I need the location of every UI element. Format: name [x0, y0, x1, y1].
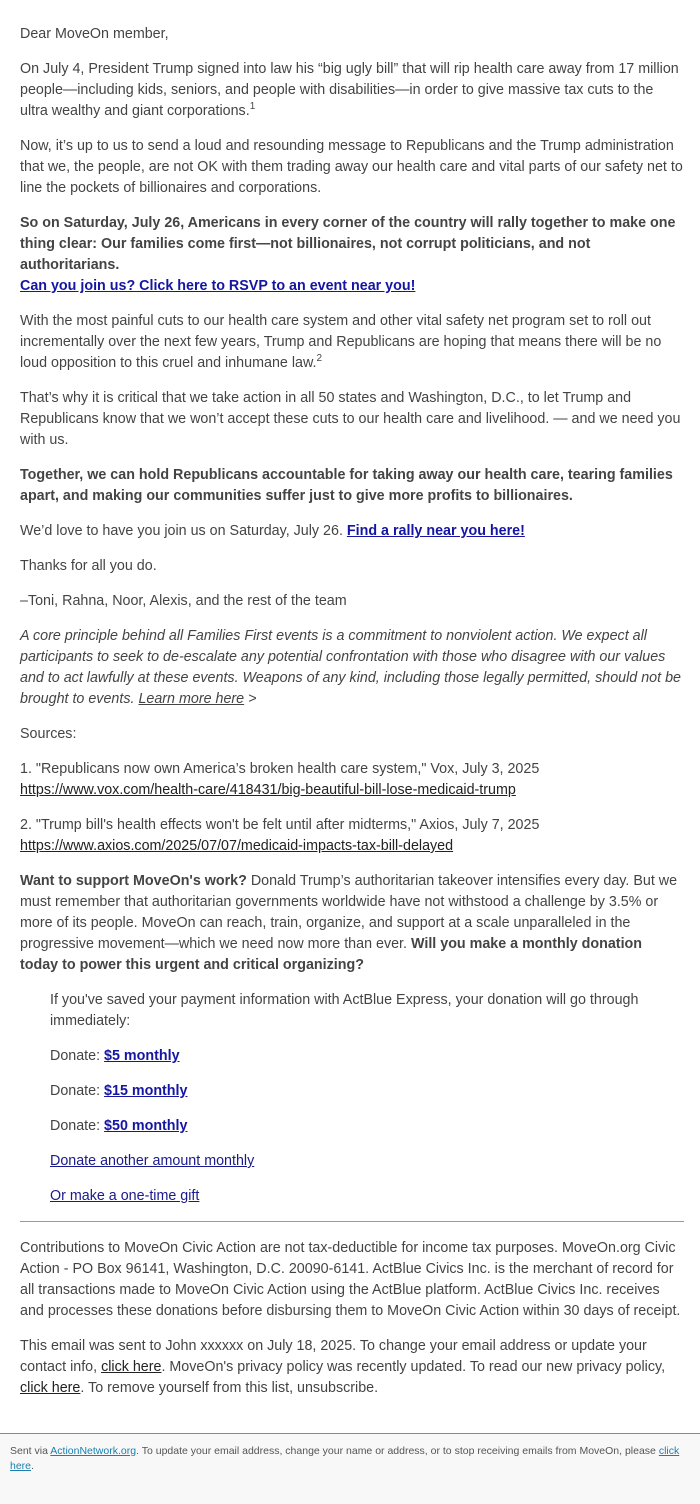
footnote-ref-2: 2: [316, 353, 323, 365]
rally-announcement: So on Saturday, July 26, Americans in every corner of the country will rally together to make one thing clear: Our families come first—not billionaires, not corrupt politicians, and not authoritarians.: [20, 215, 676, 273]
donate-option: Donate: $50 monthly: [50, 1118, 188, 1134]
source-link-axios[interactable]: https://www.axios.com/2025/07/07/medicaid-impacts-tax-bill-delayed: [20, 838, 454, 854]
one-time-gift-link[interactable]: Or make a one-time gift: [50, 1188, 200, 1204]
legal-disclaimer: Contributions to MoveOn Civic Action are not tax-deductible for income tax purposes. MoveOn.org Civic Action - PO Box 96141, Washington, D.C. 20090-6141. ActBlue Civics Inc. is the merchant of record for all transactions made to MoveOn Civic Action using the ActBlue platform. ActBlue Civics Inc. receives and processes these donations before disbursing them to MoveOn Civic Action within 30 days of receipt.: [20, 1240, 681, 1319]
footer-unsubscribe-link[interactable]: click here: [10, 1445, 680, 1472]
footnote-ref-1: 1: [249, 101, 256, 113]
divider: [20, 1221, 684, 1222]
paragraph-join: We’d love to have you join us on Saturday, July 26. Find a rally near you here!: [20, 523, 525, 539]
nonviolence-principle: A core principle behind all Families First events is a commitment to nonviolent action. We expect all participants to seek to de-escalate any potential confrontation with those who disagree with our values and to act lawfully at these events. Weapons of any kind, including those legally permitted, should not be brought to events. Learn more here >: [20, 628, 681, 707]
donate-option: Donate: $5 monthly: [50, 1048, 180, 1064]
footer-text: Sent via ActionNetwork.org. To update your email address, change your name or address, or to stop receiving emails from MoveOn, please click here.: [10, 1445, 680, 1472]
action-network-link[interactable]: ActionNetwork.org: [50, 1445, 137, 1457]
learn-more-link[interactable]: Learn more here: [138, 691, 245, 707]
paragraph-accountable: Together, we can hold Republicans accountable for taking away our health care, tearing families apart, and making our communities suffer just to give more profits to billionaires.: [20, 467, 673, 504]
paragraph-message: Now, it’s up to us to send a loud and resounding message to Republicans and the Trump administration that we, the people, are not OK with them trading away our health care and vital parts of our safety net to line the pockets of billionaires and corporations.: [20, 138, 683, 196]
donate-5-link[interactable]: $5 monthly: [104, 1048, 180, 1064]
email-body: [20, 24, 684, 1413]
donate-other: [50, 1151, 684, 1172]
rsvp-link[interactable]: Can you join us? Click here to RSVP to an event near you!: [20, 278, 416, 294]
paragraph-action: That’s why it is critical that we take action in all 50 states and Washington, D.C., to let Trump and Republicans know that we won’t accept these cuts to our health care and livelihood. — and we need you with us.: [20, 390, 681, 448]
paragraph-thanks: Thanks for all you do.: [20, 558, 157, 574]
donate-intro: If you've saved your payment information with ActBlue Express, your donation will go through immediately:: [50, 992, 639, 1029]
privacy-policy-link[interactable]: click here: [20, 1380, 81, 1396]
support-paragraph: Want to support MoveOn's work? Donald Trump’s authoritarian takeover intensifies every day. But we must remember that authoritarian governments worldwide have not withstood a challenge by 3.5% or more of its people. MoveOn can reach, train, organize, and support at a scale unparalleled in the progressive movement—which we need now more than ever. Will you make a monthly donation today to power this urgent and critical organizing?: [20, 873, 678, 973]
greeting: Dear MoveOn member,: [20, 26, 169, 42]
donate-section: [50, 990, 684, 1207]
update-contact-link[interactable]: click here: [101, 1359, 162, 1375]
source-item: 2. "Trump bill's health effects won't be felt until after midterms," Axios, July 7, 2025 https://www.axios.com/2025/07/07/medicaid-impacts-tax-bill-delayed: [20, 817, 540, 854]
paragraph-bill: On July 4, President Trump signed into law his “big ugly bill” that will rip health care away from 17 million people—including kids, seniors, and people with disabilities—in order to give massive tax cuts to the ultra wealthy and giant corporations.$^1$: [20, 61, 679, 119]
source-link-vox[interactable]: https://www.vox.com/health-care/418431/big-beautiful-bill-lose-medicaid-trump: [20, 782, 516, 798]
donate-onetime: [50, 1186, 684, 1207]
sources-heading: Sources:: [20, 726, 77, 742]
donate-other-amount-link[interactable]: Donate another amount monthly: [50, 1153, 255, 1169]
paragraph-cuts: With the most painful cuts to our health care system and other vital safety net program set to roll out incrementally over the next few years, Trump and Republicans are hoping that means there will be no loud opposition to this cruel and inhumane law.$^2$: [20, 313, 662, 371]
sent-notice: This email was sent to John xxxxxx on July 18, 2025. To change your email address or update your contact info, click here. MoveOn's privacy policy was recently updated. To read our new privacy policy, click here. To remove yourself from this list, unsubscribe.: [20, 1338, 666, 1396]
donate-option: Donate: $15 monthly: [50, 1083, 188, 1099]
source-item: 1. "Republicans now own America’s broken health care system," Vox, July 3, 2025 https://www.vox.com/health-care/418431/big-beautiful-bill-lose-medicaid-trump: [20, 761, 540, 798]
action-network-footer: [0, 1433, 700, 1504]
donate-15-link[interactable]: $15 monthly: [104, 1083, 188, 1099]
signature: –Toni, Rahna, Noor, Alexis, and the rest of the team: [20, 593, 347, 609]
donate-50-link[interactable]: $50 monthly: [104, 1118, 188, 1134]
find-rally-link[interactable]: Find a rally near you here!: [346, 523, 525, 539]
paragraph-rally: [20, 213, 684, 297]
